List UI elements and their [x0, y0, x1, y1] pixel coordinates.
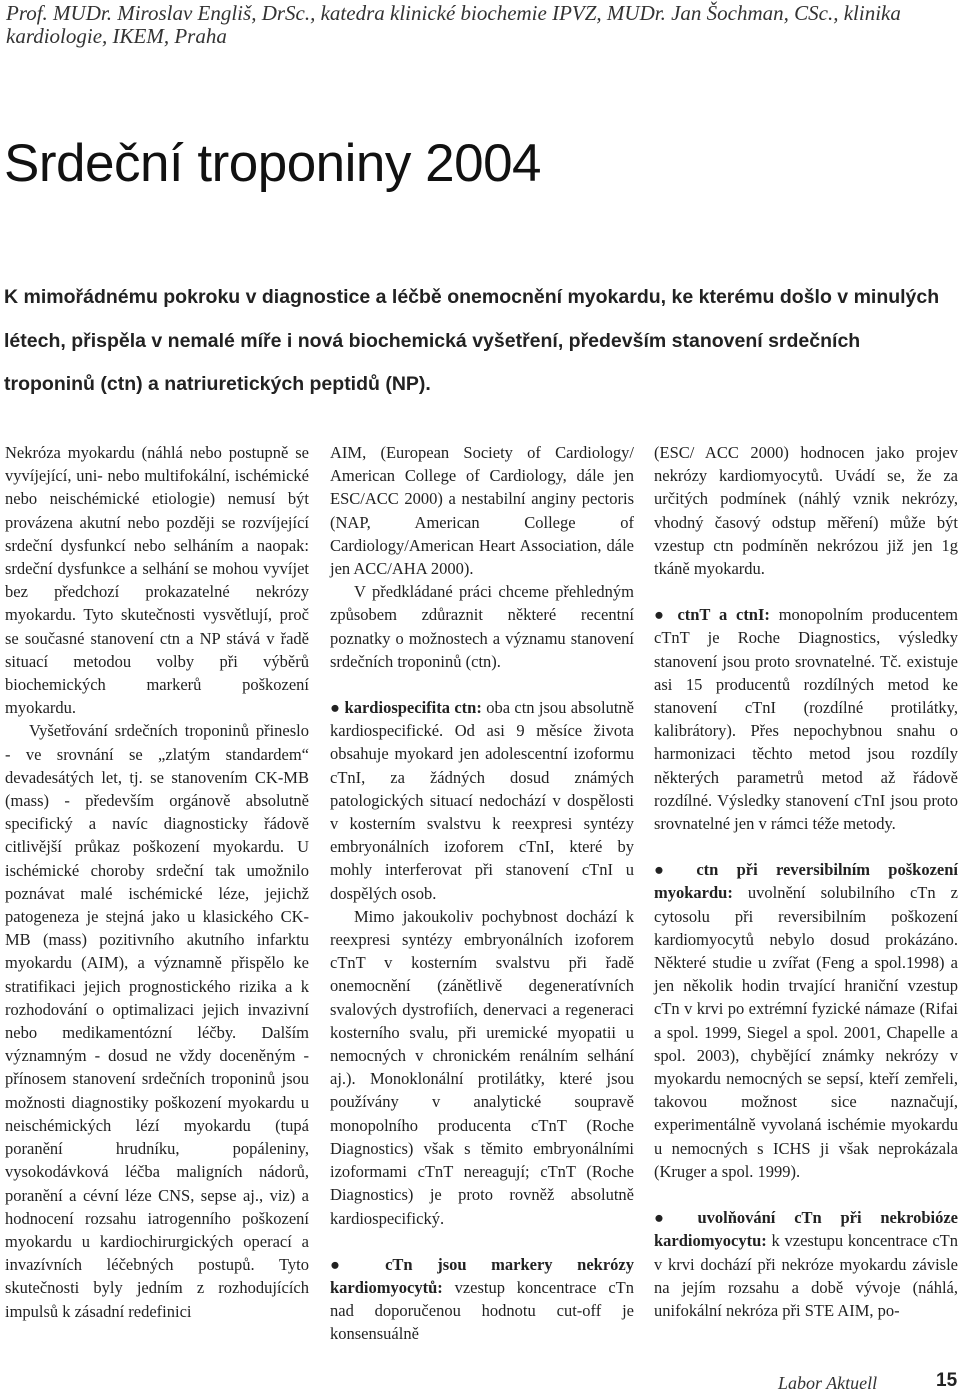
- paragraph: Mimo jakoukoliv pochybnost dochází k reexpresi syntézy embryonálních izoforem cTnT v kosterním svalstvu při řadě onemocnění (zánětlivě degeneratívních svalových dystrofiích, denervaci a regeneraci kosterního svalu, při uremické myopatii u nemocných v chronickém renálním selhání aj.). Monoklonální protilátky, které jsou používány v analytické soupravě monopolního producenta cTnT (Roche Diagnostics) však s těmito embryonálními izoformami cTnT nereagují; cTnT (Roche Diagnostics) je proto rovněž absolutně kardiospecifický.: [330, 906, 634, 1228]
- paragraph: (ESC/ ACC 2000) hodnocen jako projev nekrózy kardiomyocytů. Uvádí se, že za určitých podmínek (náhlý vznik nekrózy, vhodný časový odstup měření) může být vzestup ctn podmíněn nekrózou již jen 1g tkáně myokardu.: [654, 443, 958, 579]
- bullet-reversibilni-poskozeni: [654, 858, 958, 1183]
- bullet-heading: ● ctn při reversibilním poškození myokardu:: [654, 860, 958, 903]
- bullet-heading: ● cTn jsou markery nekrózy kardiomyocytů:: [330, 1254, 634, 1297]
- bullet-text: monopolním producentem cTnT je Roche Diagnostics, výsledky stanovení jsou proto srovnatelné. Tč. existuje asi 15 producentů rozdílných metod ke stanovení cTnI (rozdílné protilátky, kalibrátory). Přes nepochybnou snahu o harmonizaci těchto metod jsou rozdíly některých parametrů metod až řádově rozdílné. Výsledky stanovení cTnI jsou proto srovnatelné jen v rámci téže metody.: [654, 605, 958, 834]
- page-number: 15: [936, 1370, 958, 1391]
- bullet-text: k vzestupu koncentrace cTn v krvi dochází při nekróze myokardu závisle na jejím rozsahu a době vývoje (náhlá, unifokální nekróza při STE AIM, po-: [654, 1231, 958, 1320]
- bullet-heading: ● kardiospecifita ctn:: [330, 698, 482, 718]
- paragraph: Nekróza myokardu (náhlá nebo postupně se vyvíjející, uni- nebo multifokální, ischémické nebo neischémické etiologie) nemusí být provázena akutní nebo později se rozvíjející srdeční dysfunkcí nebo selháním a naopak: srdeční dysfunkce a selhání se mohou vyvíjet bez předchozí prokazatelné nekrózy myokardu. Tyto skutečnosti vysvětlují, proč se současné stanovení ctn a NP stává v řadě situací metodou volby při výběrů biochemických markerů poškození myokardu.: [5, 443, 309, 718]
- bullet-text: uvolnění solubilního cTn z cytosolu při reversibilním poškození kardiomyocytů nebylo dosud prokázáno. Některé studie u zvířat (Feng a spol.1998) a jen několik hodin trvající hraniční vzestup cTn v krvi po extrémní fyzické námaze (Rifai a spol. 1999, Siegel a spol. 2001, Chapelle a spol. 2003), chybějící známky nekrózy v myokardu nemocných se sepsí, kteří zemřeli, takovou možnost sice naznačují, experimentálně vyvolaná ischémie myokardu u nemocných s ICHS ji však neprokázala (Kruger a spol. 1999).: [654, 883, 958, 1181]
- bullet-heading: ● uvolňování cTn při nekrobióze kardiomyocytu:: [654, 1208, 958, 1251]
- bullet-ctnt-ctni: [654, 603, 958, 835]
- paragraph: AIM, (European Society of Cardiology/ American College of Cardiology, dále jen ESC/ACC 2000) a nestabilní anginy pectoris (NAP, American College of Cardiology/American Heart Association, dále jen ACC/AHA 2000).: [330, 443, 634, 579]
- bullet-text: oba ctn jsou absolutně kardiospecifické. Od asi 9 měsíce života obsahuje myokard jen adolescentní izoformu cTnI, za žádných dosud známých patologických situací nedochází v dospělosti v kosterním svalstvu k reexpresi syntézy embryonálních izoforem cTnI, které by mohly interferovat při stanovení cTnI u dospělých osob.: [330, 698, 634, 903]
- bullet-heading: ● ctnT a ctnI:: [654, 605, 770, 625]
- bullet-nekrobioza: [654, 1206, 958, 1322]
- text-column-3: [654, 441, 958, 1322]
- text-column-1: [5, 441, 309, 1323]
- author-affiliations: Prof. MUDr. Miroslav Engliš, DrSc., katedra klinické biochemie IPVZ, MUDr. Jan Šochman, CSc., klinika kardiologie, IKEM, Praha: [6, 1, 901, 48]
- bullet-markery-nekrozy: [330, 1253, 634, 1346]
- text-column-2: [330, 441, 634, 1346]
- paragraph: V předkládané práci chceme přehledným způsobem zdůraznit některé recentní poznatky o možnostech a významu stanovení srdečních troponinů (ctn).: [330, 582, 634, 671]
- bullet-kardiospecifita: [330, 696, 634, 905]
- article-lead: K mimořádnému pokroku v diagnostice a léčbě onemocnění myokardu, ke kterému došlo v minulých létech, přispěla v nemalé míře i nová biochemická vyšetření, především stanovení srdečních troponinů (ctn) a natriuretických peptidů (NP).: [4, 286, 940, 395]
- bullet-text: vzestup koncentrace cTn nad doporučenou hodnotu cut-off je konsensuálně: [330, 1277, 634, 1344]
- paragraph: Vyšetřování srdečních troponinů přineslo - ve srovnání se „zlatým standardem“ devadesátých let, tj. se stanovením CK-MB (mass) - především orgánově absolutně specifický a navíc diagnosticky řádově citlivější průkaz poškození myokardu. U ischémické choroby srdeční tak umožnilo poznávat malé ischémické léze, jejichž patogeneza je stejná jako u klasického CK-MB (mass) pozitivního akutního infarktu myokardu (AIM), a významně přispělo ke stratifikaci jejich prognostického rizika a k rozhodování o optimalizaci jejich invazivní nebo medikamentózní léčby. Dalším významným - dosud ne vždy doceněným - přínosem stanovení srdečních troponinů jsou možnosti diagnostiky poškození myokardu u neischémických lézí myokardu (tupá poranění hrudníku, popáleniny, vysokodávková léčba maligních nádorů, poranění a cévní léze CNS, sepse aj., viz) a hodnocení rozsahu iatrogenního poškození myokardu u kardiochirurgických operací a invazívních léčebných postupů. Tyto skutečnosti byly jedním z rozhodujících impulsů k zásadní redefinici: [5, 721, 309, 1321]
- magazine-name: Labor Aktuell: [778, 1373, 878, 1393]
- article-title: Srdeční troponiny 2004: [4, 134, 542, 193]
